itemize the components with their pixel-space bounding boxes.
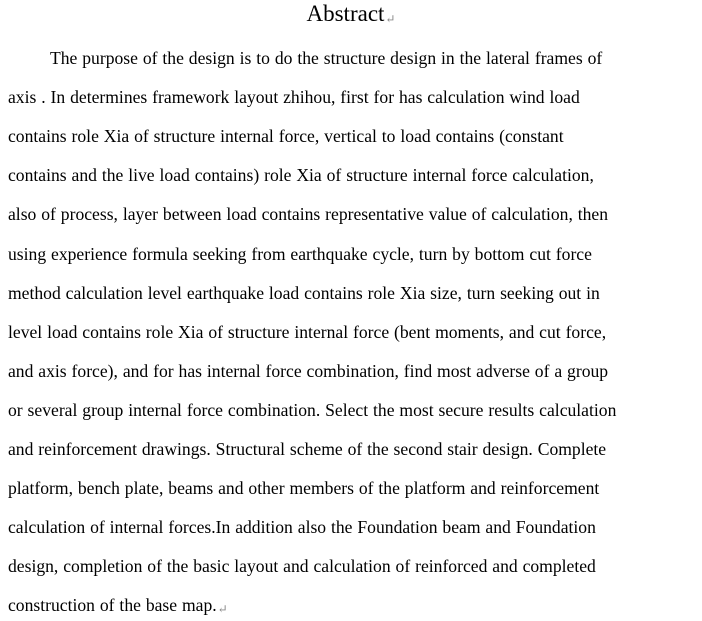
abstract-line-2: axis . In determines framework layout zhihou, first for has calculation wind load — [8, 87, 580, 107]
abstract-line-8: level load contains role Xia of structure internal force (bent moments, and cut force, — [8, 322, 607, 342]
abstract-line-10: or several group internal force combination. Select the most secure results calculation — [8, 400, 617, 420]
paragraph-end-return-icon: ↵ — [217, 602, 228, 616]
abstract-line-9: and axis force), and for has internal force combination, find most adverse of a group — [8, 361, 609, 381]
abstract-line-1: The purpose of the design is to do the structure design in the lateral frames of — [50, 48, 603, 68]
abstract-line-3: contains role Xia of structure internal force, vertical to load contains (constant — [8, 126, 564, 146]
abstract-title — [0, 0, 702, 34]
abstract-line-15 — [8, 593, 228, 621]
abstract-line-15-text: construction of the base map. — [8, 595, 217, 615]
abstract-line-11: and reinforcement drawings. Structural scheme of the second stair design. Complete — [8, 439, 607, 459]
abstract-line-4: contains and the live load contains) role Xia of structure internal force calculation, — [8, 165, 594, 185]
paragraph-return-icon: ↵ — [385, 12, 396, 26]
abstract-line-13: calculation of internal forces.In addition also the Foundation beam and Foundation — [8, 517, 596, 537]
abstract-line-7: method calculation level earthquake load contains role Xia size, turn seeking out in — [8, 283, 600, 303]
abstract-line-5: also of process, layer between load contains representative value of calculation, then — [8, 204, 609, 224]
abstract-line-14: design, completion of the basic layout and calculation of reinforced and completed — [8, 556, 596, 576]
abstract-title-text: Abstract — [306, 1, 385, 26]
abstract-line-12: platform, bench plate, beams and other members of the platform and reinforcement — [8, 478, 600, 498]
abstract-line-6: using experience formula seeking from earthquake cycle, turn by bottom cut force — [8, 244, 592, 264]
